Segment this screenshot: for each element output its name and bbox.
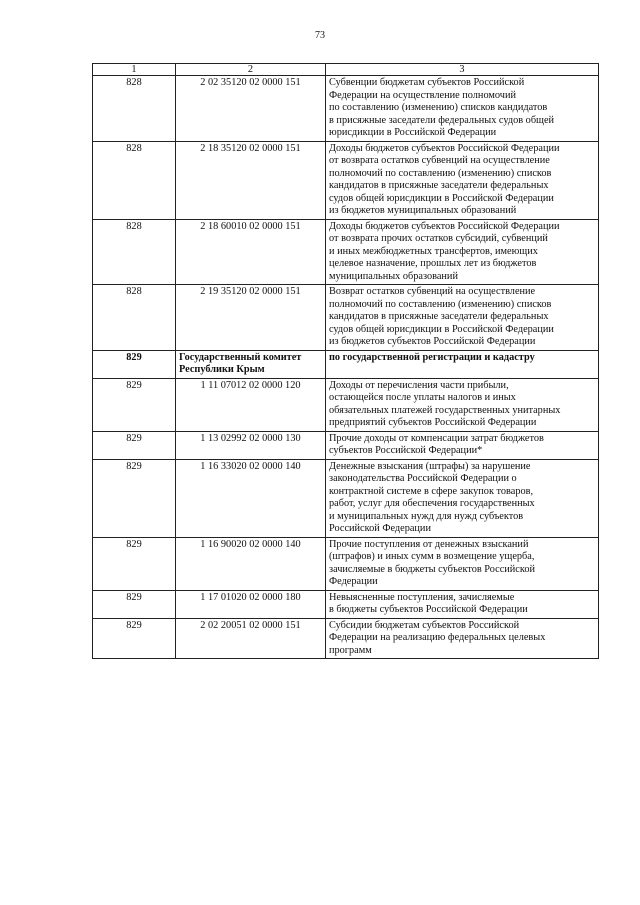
budget-classification-table [92,63,599,659]
description-cell: Прочие поступления от денежных взысканий (штрафов) и иных сумм в возмещение ущерба, зачисляемые в бюджеты субъектов Российской Федерации [326,537,599,590]
description-cell: Субсидии бюджетам субъектов Российской Федерации на реализацию федеральных целевых программ [326,618,599,659]
table-row [93,537,599,590]
budget-code-cell: 1 16 33020 02 0000 140 [176,459,326,537]
table-row [93,285,599,351]
admin-code-cell: 828 [93,285,176,351]
description-cell: Субвенции бюджетам субъектов Российской Федерации на осуществление полномочий по составлению (изменению) списков кандидатов в присяжные заседатели федеральных судов общей юрисдикции в Российской Федерации [326,76,599,142]
section-admin-code: 829 [93,350,176,378]
admin-code-cell: 829 [93,618,176,659]
section-title-part1: Государственный комитет Республики Крым [176,350,326,378]
column-header-1: 1 [93,64,176,76]
description-cell: Возврат остатков субвенций на осуществление полномочий по составлению (изменению) списков кандидатов в присяжные заседатели федеральных судов общей юрисдикции в Российской Федерации из бюджетов субъектов Российской Федерации [326,285,599,351]
table-row [93,431,599,459]
table-row [93,219,599,285]
admin-code-cell: 828 [93,141,176,219]
table-header-row [93,64,599,76]
table-row [93,378,599,431]
column-header-2: 2 [176,64,326,76]
description-cell: Невыясненные поступления, зачисляемые в бюджеты субъектов Российской Федерации [326,590,599,618]
description-cell: Доходы бюджетов субъектов Российской Федерации от возврата остатков субвенций на осуществление полномочий по составлению (изменению) списков кандидатов в присяжные заседатели федеральных судов общей юрисдикции в Российской Федерации из бюджетов муниципальных образований [326,141,599,219]
table-row [93,141,599,219]
budget-code-cell: 1 11 07012 02 0000 120 [176,378,326,431]
admin-code-cell: 828 [93,219,176,285]
table-row [93,459,599,537]
admin-code-cell: 829 [93,378,176,431]
table-row [93,590,599,618]
budget-code-cell: 1 17 01020 02 0000 180 [176,590,326,618]
table-row [93,76,599,142]
description-cell: Доходы бюджетов субъектов Российской Федерации от возврата прочих остатков субсидий, субвенций и иных межбюджетных трансфертов, имеющих целевое назначение, прошлых лет из бюджетов муниципальных образований [326,219,599,285]
budget-code-cell: 2 02 35120 02 0000 151 [176,76,326,142]
admin-code-cell: 829 [93,537,176,590]
table-row [93,618,599,659]
page-number: 73 [315,30,325,41]
budget-code-cell: 1 13 02992 02 0000 130 [176,431,326,459]
budget-code-cell: 2 19 35120 02 0000 151 [176,285,326,351]
admin-code-cell: 829 [93,431,176,459]
section-title-part2: по государственной регистрации и кадастру [326,350,599,378]
description-cell: Прочие доходы от компенсации затрат бюджетов субъектов Российской Федерации* [326,431,599,459]
budget-code-cell: 2 18 60010 02 0000 151 [176,219,326,285]
description-cell: Доходы от перечисления части прибыли, остающейся после уплаты налогов и иных обязательных платежей государственных унитарных предприятий субъектов Российской Федерации [326,378,599,431]
column-header-3: 3 [326,64,599,76]
budget-code-cell: 2 18 35120 02 0000 151 [176,141,326,219]
admin-code-cell: 829 [93,590,176,618]
admin-code-cell: 829 [93,459,176,537]
admin-code-cell: 828 [93,76,176,142]
budget-code-cell: 1 16 90020 02 0000 140 [176,537,326,590]
section-header-row [93,350,599,378]
budget-code-cell: 2 02 20051 02 0000 151 [176,618,326,659]
description-cell: Денежные взыскания (штрафы) за нарушение законодательства Российской Федерации о контрактной системе в сфере закупок товаров, работ, услуг для обеспечения государственных и муниципальных нужд для нужд субъектов Российской Федерации [326,459,599,537]
